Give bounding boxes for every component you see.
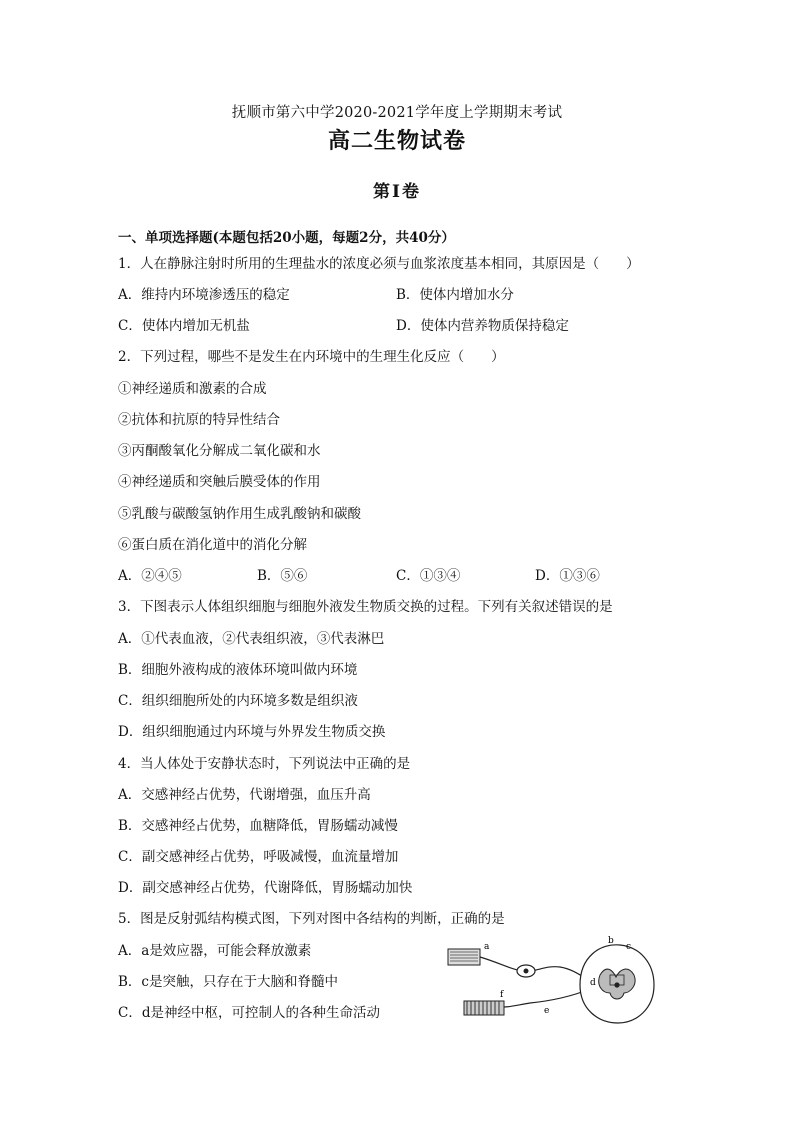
question-5-stem: 5．图是反射弧结构模式图，下列对图中各结构的判断，正确的是 [118, 911, 505, 927]
question-1-option-c: C．使体内增加无机盐 [118, 318, 250, 334]
question-1-option-a: A．维持内环境渗透压的稳定 [118, 287, 290, 303]
question-2-item-4: ④神经递质和突触后膜受体的作用 [118, 474, 321, 490]
question-3-option-c: C．组织细胞所处的内环境多数是组织液 [118, 693, 358, 709]
question-2-item-3: ③丙酮酸氧化分解成二氧化碳和水 [118, 443, 321, 459]
question-2-item-1: ①神经递质和激素的合成 [118, 381, 267, 397]
exam-title: 高二生物试卷 [327, 128, 466, 154]
figure-label-d: d [590, 978, 596, 988]
question-2-option-b: B．⑤⑥ [257, 568, 308, 584]
figure-label-e: e [544, 1006, 550, 1016]
reflex-arc-figure [440, 935, 660, 1030]
question-2-item-2: ②抗体和抗原的特异性结合 [118, 412, 280, 428]
school-line: 抚顺市第六中学2020-2021学年度上学期期末考试 [231, 105, 563, 121]
effector-patch [464, 1001, 504, 1015]
question-1-option-b: B．使体内增加水分 [396, 287, 514, 303]
question-3-option-b: B．细胞外液构成的液体环境叫做内环境 [118, 662, 358, 678]
question-5-option-c: C．d是神经中枢，可控制人的各种生命活动 [118, 1005, 380, 1021]
question-1-option-d: D．使体内营养物质保持稳定 [396, 318, 569, 334]
receptor-patch [448, 949, 480, 965]
question-3-option-d: D．组织细胞通过内环境与外界发生物质交换 [118, 724, 386, 740]
question-2-option-c: C．①③④ [396, 568, 461, 584]
question-3-stem: 3．下图表示人体组织细胞与细胞外液发生物质交换的过程。下列有关叙述错误的是 [118, 599, 613, 615]
section-heading: 一、单项选择题(本题包括20小题，每题2分，共40分） [118, 230, 455, 246]
question-4-option-d: D．副交感神经占优势，代谢降低，胃肠蠕动加快 [118, 880, 413, 896]
question-5-option-a: A．a是效应器，可能会释放激素 [118, 943, 312, 959]
figure-label-c: c [626, 942, 632, 952]
question-4-option-a: A．交感神经占优势，代谢增强，血压升高 [118, 787, 371, 803]
figure-label-a: a [484, 942, 490, 952]
question-5-option-b: B．c是突触，只存在于大脑和脊髓中 [118, 974, 338, 990]
question-3-option-a: A．①代表血液，②代表组织液，③代表淋巴 [118, 631, 385, 647]
question-2-stem: 2．下列过程，哪些不是发生在内环境中的生理生化反应（ ） [118, 349, 505, 365]
question-2-option-d: D．①③⑥ [535, 568, 600, 584]
question-2-item-5: ⑤乳酸与碳酸氢钠作用生成乳酸钠和碳酸 [118, 506, 361, 522]
question-4-option-c: C．副交感神经占优势，呼吸减慢，血流量增加 [118, 849, 399, 865]
question-1-stem: 1．人在静脉注射时所用的生理盐水的浓度必须与血浆浓度基本相同，其原因是（ ） [118, 256, 640, 272]
question-4-stem: 4．当人体处于安静状态时，下列说法中正确的是 [118, 756, 411, 772]
question-4-option-b: B．交感神经占优势，血糖降低，胃肠蠕动减慢 [118, 818, 398, 834]
volume-title: 第Ⅰ卷 [373, 182, 421, 202]
efferent-nerve [504, 989, 590, 1007]
figure-label-f: f [500, 990, 504, 1000]
question-2-option-a: A．②④⑤ [118, 568, 182, 584]
question-2-item-6: ⑥蛋白质在消化道中的消化分解 [118, 537, 307, 553]
figure-label-b: b [608, 936, 614, 946]
